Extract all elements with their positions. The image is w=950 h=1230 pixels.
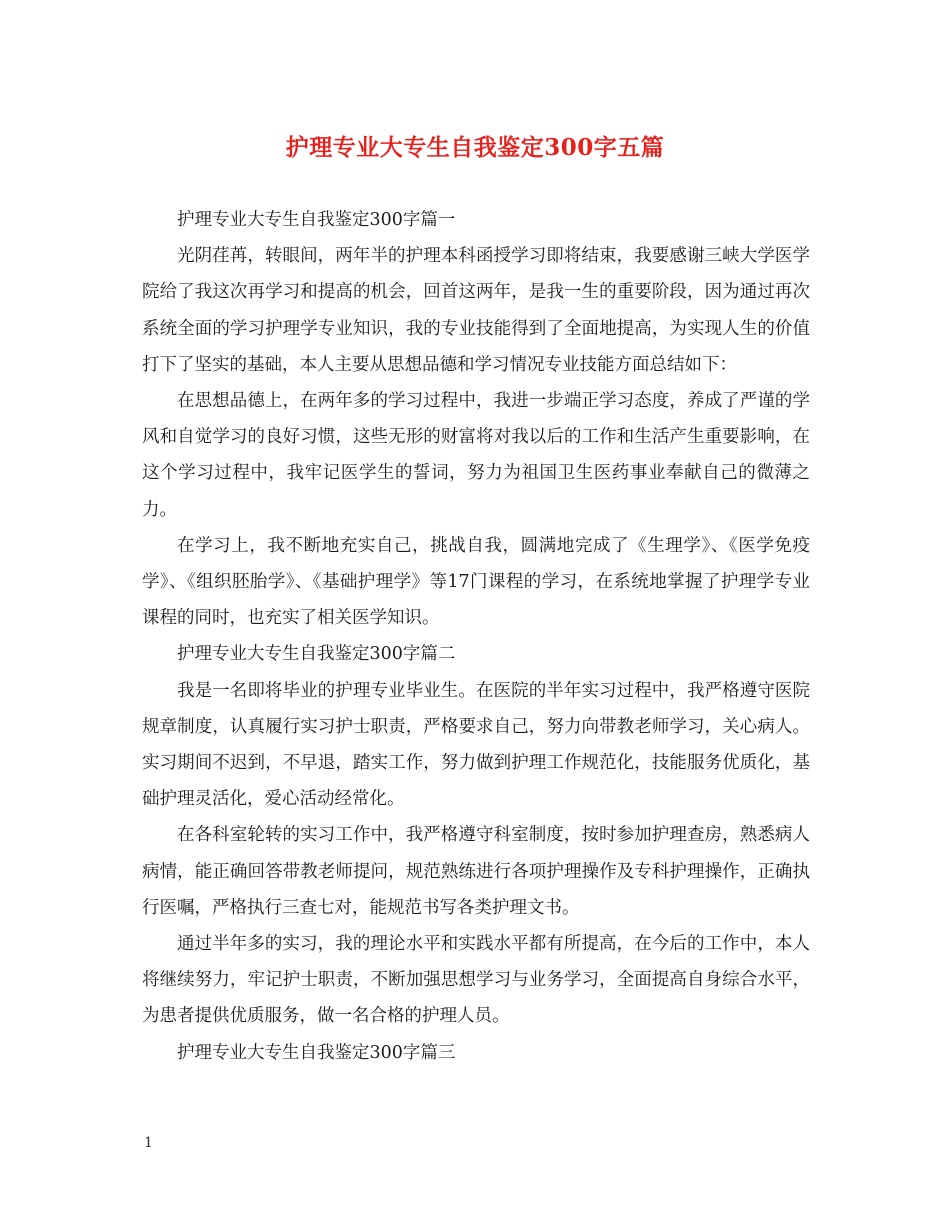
body-paragraph: 我是一名即将毕业的护理专业毕业生。在医院的半年实习过程中，我严格遵守医院规章制度，认真履行实习护士职责，严格要求自己，努力向带教老师学习，关心病人。实习期间不迟到，不早退，踏实工作，努力做到护理工作规范化，技能服务优质化，基础护理灵活化，爱心活动经常化。 [142,680,810,810]
body-paragraph: 通过半年多的实习，我的理论水平和实践水平都有所提高，在今后的工作中，本人将继续努力，牢记护士职责，不断加强思想学习与业务学习，全面提高自身综合水平，为患者提供优质服务，做一名合格的护理人员。 [142,934,810,1027]
body-paragraph: 在各科室轮转的实习工作中，我严格遵守科室制度，按时参加护理查房，熟悉病人病情，能正确回答带教老师提问，规范熟练进行各项护理操作及专科护理操作，正确执行医嘱，严格执行三查七对，能规范书写各类护理文书。 [142,825,810,918]
document-title: 护理专业大专生自我鉴定300字五篇 [285,134,665,161]
page-number: 1 [144,1135,153,1151]
section-heading-3: 护理专业大专生自我鉴定300字篇三 [177,1042,456,1063]
document-body [142,202,810,1071]
section-heading-2: 护理专业大专生自我鉴定300字篇二 [177,644,456,665]
body-paragraph: 在思想品德上，在两年多的学习过程中，我进一步端正学习态度，养成了严谨的学风和自觉学习的良好习惯，这些无形的财富将对我以后的工作和生活产生重要影响，在这个学习过程中，我牢记医学生的誓词，努力为祖国卫生医药事业奉献自己的微薄之力。 [142,391,810,520]
body-paragraph: 光阴荏苒，转眼间，两年半的护理本科函授学习即将结束，我要感谢三峡大学医学院给了我这次再学习和提高的机会，回首这两年，是我一生的重要阶段，因为通过再次系统全面的学习护理学专业知识，我的专业技能得到了全面地提高，为实现人生的价值打下了坚实的基础，本人主要从思想品德和学习情况专业技能方面总结如下： [142,246,810,375]
section-heading-1: 护理专业大专生自我鉴定300字篇一 [177,210,456,230]
body-paragraph: 在学习上，我不断地充实自己，挑战自我，圆满地完成了《生理学》、《医学免疫学》、《组织胚胎学》、《基础护理学》等17门课程的学习，在系统地掌握了护理学专业课程的同时，也充实了相关医学知识。 [142,535,810,629]
